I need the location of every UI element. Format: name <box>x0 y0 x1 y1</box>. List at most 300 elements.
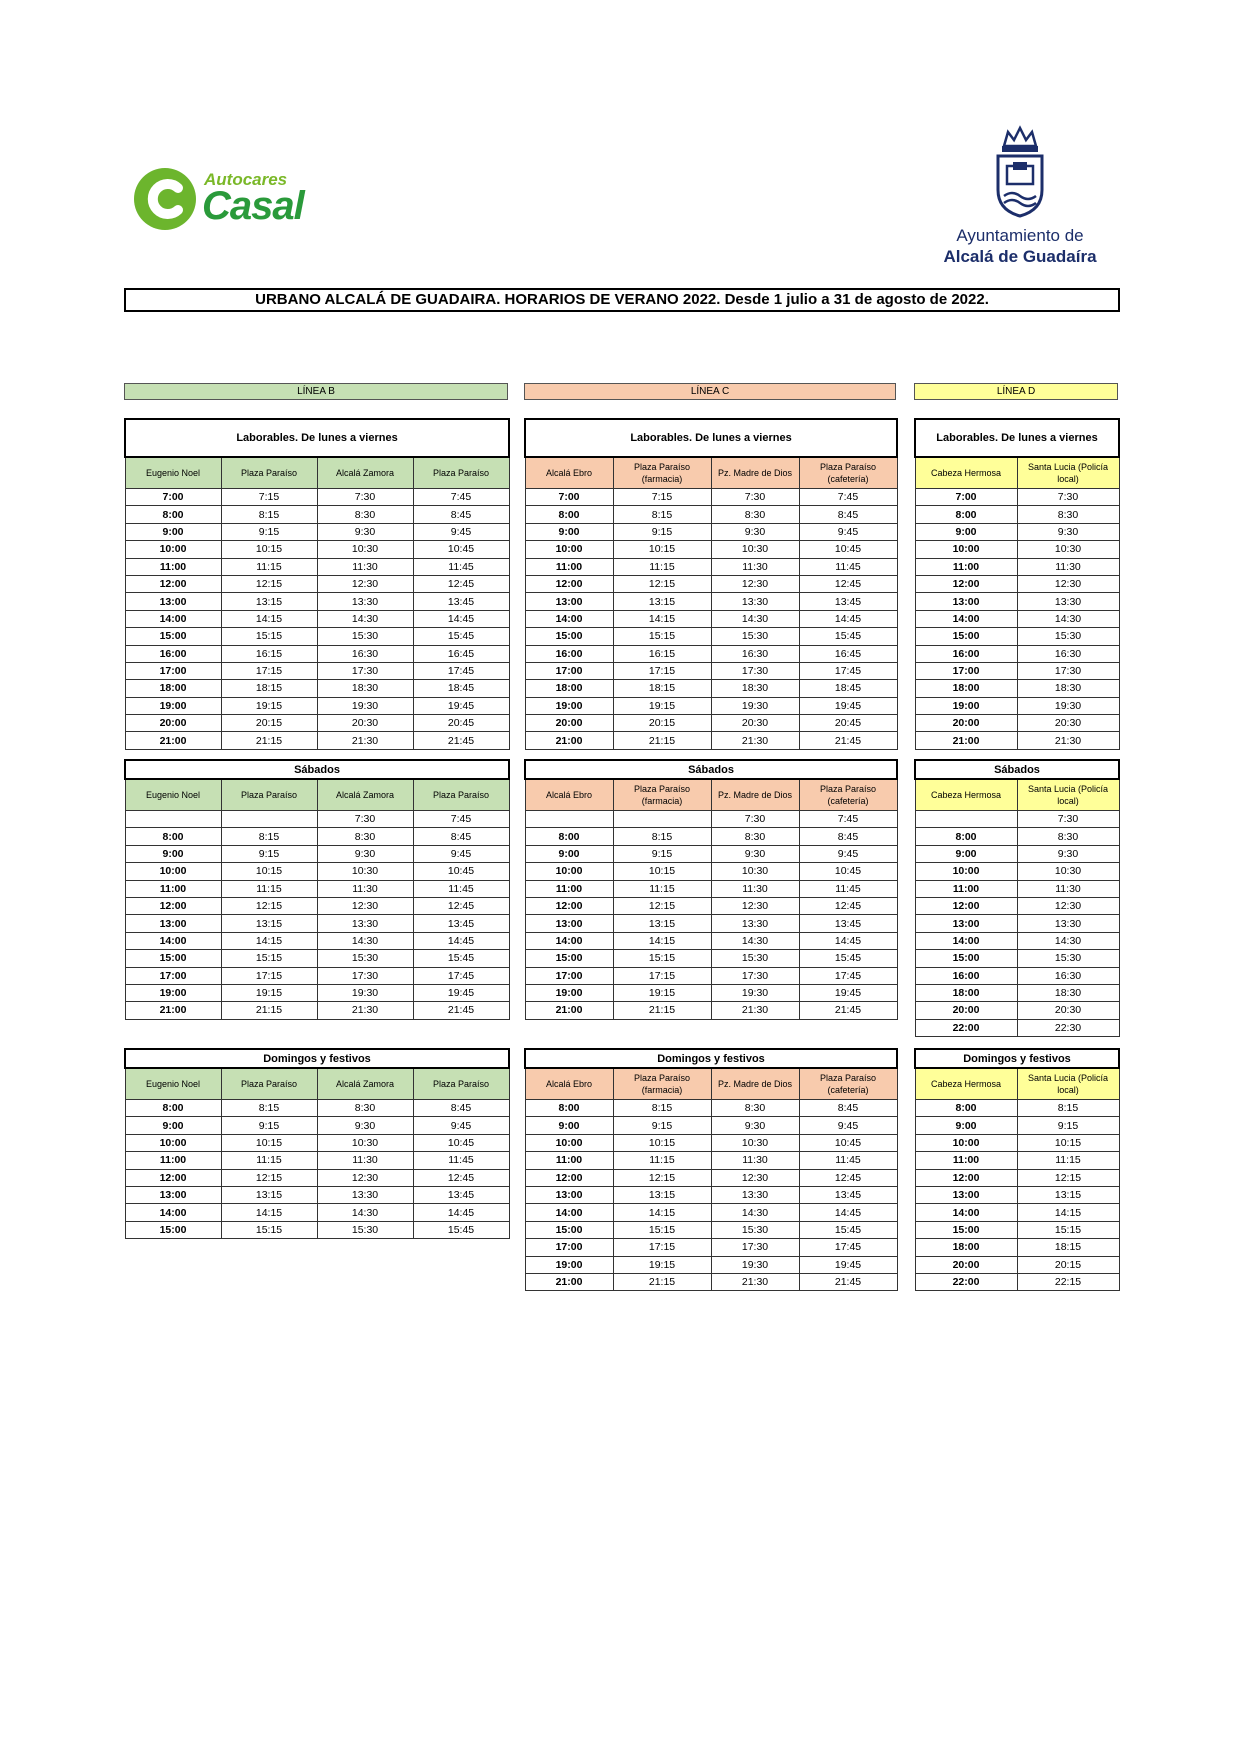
stop-header: Plaza Paraíso <box>413 1068 509 1100</box>
time-cell: 14:30 <box>317 1204 413 1221</box>
time-cell <box>125 811 221 828</box>
time-cell: 21:30 <box>317 1002 413 1019</box>
linea-c-header: LÍNEA C <box>524 383 896 400</box>
time-cell: 19:30 <box>317 984 413 1001</box>
time-cell: 19:00 <box>525 984 613 1001</box>
time-cell: 19:00 <box>125 984 221 1001</box>
time-cell: 13:30 <box>317 915 413 932</box>
time-cell: 10:30 <box>317 541 413 558</box>
time-cell: 10:00 <box>525 863 613 880</box>
time-cell: 13:15 <box>221 593 317 610</box>
time-cell: 8:45 <box>413 506 509 523</box>
time-cell: 15:30 <box>1017 628 1119 645</box>
time-cell: 18:45 <box>799 680 897 697</box>
time-cell: 21:00 <box>525 732 613 749</box>
time-cell: 7:45 <box>413 489 509 506</box>
time-cell: 13:30 <box>1017 593 1119 610</box>
time-cell: 15:15 <box>221 950 317 967</box>
linea-c-sundays-table <box>524 1048 898 1291</box>
time-cell: 19:30 <box>1017 697 1119 714</box>
time-cell: 15:45 <box>413 1221 509 1238</box>
time-cell: 17:45 <box>799 1239 897 1256</box>
time-cell: 18:15 <box>221 680 317 697</box>
stop-header: Plaza Paraíso <box>413 779 509 811</box>
table-row <box>525 541 897 558</box>
table-row <box>915 811 1119 828</box>
time-cell: 11:45 <box>799 558 897 575</box>
time-cell: 13:00 <box>915 593 1017 610</box>
time-cell: 20:30 <box>711 715 799 732</box>
time-cell: 14:15 <box>613 932 711 949</box>
time-cell: 9:00 <box>125 845 221 862</box>
section-title: Laborables. De lunes a viernes <box>525 419 897 457</box>
time-cell: 17:15 <box>221 662 317 679</box>
table-row <box>525 1239 897 1256</box>
table-row <box>915 1221 1119 1238</box>
time-cell <box>915 811 1017 828</box>
time-cell: 12:30 <box>1017 897 1119 914</box>
time-cell: 22:00 <box>915 1273 1017 1290</box>
time-cell: 20:15 <box>221 715 317 732</box>
table-row <box>525 950 897 967</box>
casal-c-icon <box>132 166 198 232</box>
time-cell: 17:15 <box>613 967 711 984</box>
time-cell: 12:00 <box>125 897 221 914</box>
table-row <box>915 628 1119 645</box>
time-cell: 19:00 <box>125 697 221 714</box>
time-cell: 11:00 <box>125 880 221 897</box>
time-cell: 20:00 <box>915 1002 1017 1019</box>
linea-d-sundays-table <box>914 1048 1120 1291</box>
time-cell: 11:00 <box>525 880 613 897</box>
time-cell: 20:30 <box>1017 715 1119 732</box>
time-cell: 8:45 <box>413 828 509 845</box>
time-cell: 11:00 <box>525 1152 613 1169</box>
table-row <box>525 915 897 932</box>
time-cell: 8:00 <box>525 506 613 523</box>
time-cell: 11:15 <box>613 558 711 575</box>
time-cell: 7:45 <box>799 489 897 506</box>
table-row <box>525 1221 897 1238</box>
time-cell: 11:00 <box>125 1152 221 1169</box>
table-row <box>125 593 509 610</box>
time-cell: 17:45 <box>413 967 509 984</box>
table-row <box>525 575 897 592</box>
time-cell: 20:00 <box>915 1256 1017 1273</box>
time-cell: 8:30 <box>317 506 413 523</box>
time-cell: 18:15 <box>1017 1239 1119 1256</box>
time-cell: 11:30 <box>1017 558 1119 575</box>
time-cell: 20:30 <box>317 715 413 732</box>
table-row <box>915 489 1119 506</box>
time-cell: 15:30 <box>1017 950 1119 967</box>
time-cell: 18:30 <box>1017 984 1119 1001</box>
time-cell: 20:45 <box>413 715 509 732</box>
table-row <box>525 1117 897 1134</box>
stop-header: Plaza Paraíso (cafetería) <box>799 779 897 811</box>
table-row <box>125 1169 509 1186</box>
table-row <box>525 863 897 880</box>
time-cell: 14:30 <box>711 1204 799 1221</box>
time-cell: 19:45 <box>799 697 897 714</box>
linea-b-header: LÍNEA B <box>124 383 508 400</box>
time-cell: 10:45 <box>799 541 897 558</box>
time-cell: 17:45 <box>799 967 897 984</box>
table-row <box>915 575 1119 592</box>
time-cell: 10:15 <box>613 863 711 880</box>
time-cell: 11:45 <box>799 1152 897 1169</box>
stop-header: Alcalá Ebro <box>525 779 613 811</box>
linea-d-saturdays-table <box>914 759 1120 1037</box>
time-cell: 14:45 <box>413 932 509 949</box>
time-cell: 10:30 <box>317 863 413 880</box>
table-row <box>915 610 1119 627</box>
time-cell: 11:45 <box>413 1152 509 1169</box>
table-row <box>125 680 509 697</box>
table-row <box>525 1152 897 1169</box>
time-cell: 8:30 <box>317 1100 413 1117</box>
table-row <box>915 662 1119 679</box>
time-cell: 10:00 <box>915 863 1017 880</box>
time-cell: 11:30 <box>317 558 413 575</box>
stop-header: Plaza Paraíso (cafetería) <box>799 1068 897 1100</box>
table-row <box>525 1256 897 1273</box>
time-cell: 11:00 <box>915 1152 1017 1169</box>
section-title: Sábados <box>915 760 1119 779</box>
time-cell: 14:45 <box>799 932 897 949</box>
time-cell: 8:00 <box>125 506 221 523</box>
time-cell: 18:30 <box>317 680 413 697</box>
time-cell: 8:30 <box>711 1100 799 1117</box>
time-cell: 12:15 <box>1017 1169 1119 1186</box>
time-cell: 13:15 <box>221 915 317 932</box>
time-cell: 19:30 <box>711 984 799 1001</box>
table-row <box>525 880 897 897</box>
time-cell: 21:15 <box>221 1002 317 1019</box>
time-cell: 19:00 <box>525 697 613 714</box>
table-row <box>125 1117 509 1134</box>
time-cell: 15:00 <box>125 950 221 967</box>
stop-header: Plaza Paraíso (farmacia) <box>613 1068 711 1100</box>
time-cell: 9:30 <box>1017 523 1119 540</box>
section-title: Laborables. De lunes a viernes <box>915 419 1119 457</box>
time-cell: 15:00 <box>125 628 221 645</box>
table-row <box>915 1152 1119 1169</box>
time-cell: 15:30 <box>711 628 799 645</box>
stop-header: Plaza Paraíso <box>413 457 509 489</box>
time-cell: 21:00 <box>125 1002 221 1019</box>
time-cell: 12:15 <box>613 897 711 914</box>
time-cell: 7:00 <box>915 489 1017 506</box>
time-cell: 11:30 <box>711 1152 799 1169</box>
table-row <box>525 662 897 679</box>
time-cell: 13:15 <box>1017 1186 1119 1203</box>
time-cell: 10:00 <box>525 541 613 558</box>
time-cell: 7:00 <box>525 489 613 506</box>
time-cell: 12:00 <box>125 1169 221 1186</box>
time-cell: 9:00 <box>915 845 1017 862</box>
time-cell: 19:15 <box>613 1256 711 1273</box>
time-cell: 9:00 <box>125 1117 221 1134</box>
time-cell: 19:30 <box>711 697 799 714</box>
time-cell: 9:30 <box>317 523 413 540</box>
time-cell: 9:30 <box>711 523 799 540</box>
time-cell: 8:15 <box>221 506 317 523</box>
table-row <box>125 506 509 523</box>
time-cell: 17:00 <box>525 662 613 679</box>
time-cell: 9:15 <box>613 845 711 862</box>
time-cell: 11:15 <box>1017 1152 1119 1169</box>
time-cell: 21:00 <box>525 1002 613 1019</box>
time-cell: 15:30 <box>711 950 799 967</box>
table-row <box>125 575 509 592</box>
time-cell: 15:15 <box>613 1221 711 1238</box>
table-row <box>915 828 1119 845</box>
time-cell: 11:30 <box>1017 880 1119 897</box>
time-cell: 19:45 <box>413 984 509 1001</box>
table-row <box>915 715 1119 732</box>
time-cell: 21:45 <box>413 1002 509 1019</box>
stop-header: Plaza Paraíso <box>221 779 317 811</box>
time-cell: 14:45 <box>799 1204 897 1221</box>
casal-logo-small-text: Autocares <box>204 170 288 189</box>
time-cell: 17:00 <box>915 662 1017 679</box>
time-cell: 19:45 <box>799 984 897 1001</box>
time-cell: 18:45 <box>413 680 509 697</box>
stop-header: Alcalá Ebro <box>525 1068 613 1100</box>
time-cell: 7:00 <box>125 489 221 506</box>
time-cell: 13:45 <box>413 1186 509 1203</box>
table-row <box>915 506 1119 523</box>
table-row <box>525 610 897 627</box>
time-cell: 19:45 <box>799 1256 897 1273</box>
time-cell: 14:45 <box>413 610 509 627</box>
table-row <box>125 863 509 880</box>
stop-header: Plaza Paraíso (farmacia) <box>613 457 711 489</box>
time-cell: 13:30 <box>711 915 799 932</box>
time-cell: 12:15 <box>221 1169 317 1186</box>
table-row <box>525 1100 897 1117</box>
time-cell: 10:00 <box>125 1134 221 1151</box>
time-cell: 14:15 <box>1017 1204 1119 1221</box>
time-cell: 21:00 <box>525 1273 613 1290</box>
table-row <box>525 523 897 540</box>
time-cell: 9:00 <box>125 523 221 540</box>
table-row <box>125 828 509 845</box>
time-cell: 10:45 <box>413 541 509 558</box>
stop-header: Cabeza Hermosa <box>915 457 1017 489</box>
table-row <box>525 732 897 749</box>
time-cell: 8:00 <box>525 1100 613 1117</box>
table-row <box>525 897 897 914</box>
time-cell: 10:15 <box>613 541 711 558</box>
time-cell: 16:00 <box>915 645 1017 662</box>
time-cell: 13:00 <box>125 1186 221 1203</box>
ayuntamiento-logo-line1: Ayuntamiento de <box>956 226 1084 245</box>
time-cell: 17:00 <box>525 967 613 984</box>
table-row <box>125 1204 509 1221</box>
section-title: Sábados <box>125 760 509 779</box>
time-cell: 10:15 <box>613 1134 711 1151</box>
time-cell: 8:45 <box>413 1100 509 1117</box>
time-cell: 10:30 <box>711 1134 799 1151</box>
stop-header: Plaza Paraíso <box>221 1068 317 1100</box>
time-cell: 7:15 <box>613 489 711 506</box>
table-row <box>125 915 509 932</box>
time-cell: 11:30 <box>317 1152 413 1169</box>
time-cell: 8:00 <box>915 1100 1017 1117</box>
time-cell: 8:30 <box>1017 828 1119 845</box>
table-row <box>125 811 509 828</box>
time-cell: 14:30 <box>711 932 799 949</box>
table-row <box>525 1002 897 1019</box>
time-cell: 13:30 <box>711 1186 799 1203</box>
time-cell: 21:30 <box>711 732 799 749</box>
page-title: URBANO ALCALÁ DE GUADAIRA. HORARIOS DE VERANO 2022. Desde 1 julio a 31 de agosto de 2022. <box>124 288 1120 312</box>
time-cell: 15:15 <box>613 950 711 967</box>
time-cell: 14:30 <box>1017 932 1119 949</box>
time-cell: 12:15 <box>613 1169 711 1186</box>
time-cell: 10:30 <box>711 541 799 558</box>
time-cell: 12:30 <box>711 897 799 914</box>
time-cell: 13:30 <box>1017 915 1119 932</box>
table-row <box>915 523 1119 540</box>
table-row <box>525 1134 897 1151</box>
time-cell: 10:00 <box>125 541 221 558</box>
linea-d-header: LÍNEA D <box>914 383 1118 400</box>
table-row <box>125 1186 509 1203</box>
time-cell: 11:15 <box>221 1152 317 1169</box>
time-cell: 12:00 <box>915 1169 1017 1186</box>
time-cell: 17:45 <box>413 662 509 679</box>
table-row <box>915 645 1119 662</box>
table-row <box>125 645 509 662</box>
time-cell: 10:15 <box>221 1134 317 1151</box>
time-cell: 13:00 <box>525 1186 613 1203</box>
time-cell: 14:00 <box>915 610 1017 627</box>
time-cell: 13:15 <box>221 1186 317 1203</box>
stop-header: Santa Lucia (Policía local) <box>1017 457 1119 489</box>
time-cell: 9:45 <box>799 845 897 862</box>
table-row <box>525 967 897 984</box>
time-cell: 15:15 <box>221 1221 317 1238</box>
table-row <box>525 845 897 862</box>
time-cell: 9:00 <box>525 523 613 540</box>
time-cell: 7:45 <box>413 811 509 828</box>
time-cell: 12:30 <box>317 897 413 914</box>
time-cell: 9:00 <box>915 1117 1017 1134</box>
time-cell: 10:45 <box>413 863 509 880</box>
time-cell: 14:00 <box>125 932 221 949</box>
time-cell: 15:15 <box>1017 1221 1119 1238</box>
time-cell: 8:15 <box>221 1100 317 1117</box>
table-row <box>125 932 509 949</box>
time-cell <box>221 811 317 828</box>
stop-header: Alcalá Zamora <box>317 1068 413 1100</box>
time-cell: 10:30 <box>711 863 799 880</box>
casal-logo-main-text: Casal <box>202 184 304 228</box>
linea-c-saturdays-table <box>524 759 898 1020</box>
stop-header: Eugenio Noel <box>125 779 221 811</box>
time-cell: 7:30 <box>317 811 413 828</box>
table-row <box>915 541 1119 558</box>
time-cell: 20:45 <box>799 715 897 732</box>
time-cell: 15:45 <box>799 628 897 645</box>
time-cell: 8:15 <box>1017 1100 1119 1117</box>
time-cell: 12:15 <box>221 897 317 914</box>
time-cell: 8:30 <box>1017 506 1119 523</box>
time-cell: 18:00 <box>915 1239 1017 1256</box>
time-cell: 12:30 <box>711 1169 799 1186</box>
time-cell: 21:30 <box>317 732 413 749</box>
time-cell: 21:45 <box>413 732 509 749</box>
time-cell <box>525 811 613 828</box>
linea-d-weekdays-table <box>914 418 1120 750</box>
table-row <box>125 715 509 732</box>
table-row <box>125 1134 509 1151</box>
table-row <box>915 1019 1119 1036</box>
time-cell: 8:15 <box>613 506 711 523</box>
time-cell: 18:30 <box>711 680 799 697</box>
time-cell: 21:15 <box>613 1273 711 1290</box>
time-cell: 14:00 <box>915 1204 1017 1221</box>
table-row <box>125 523 509 540</box>
table-row <box>525 628 897 645</box>
linea-c-weekdays-table <box>524 418 898 750</box>
table-row <box>125 697 509 714</box>
time-cell: 8:00 <box>125 1100 221 1117</box>
table-row <box>525 593 897 610</box>
time-cell: 18:30 <box>1017 680 1119 697</box>
time-cell: 13:45 <box>413 593 509 610</box>
time-cell: 15:00 <box>525 950 613 967</box>
stop-header: Plaza Paraíso (farmacia) <box>613 779 711 811</box>
time-cell: 12:15 <box>613 575 711 592</box>
time-cell: 16:15 <box>613 645 711 662</box>
table-row <box>915 1169 1119 1186</box>
table-row <box>915 1100 1119 1117</box>
time-cell: 13:00 <box>125 593 221 610</box>
table-row <box>915 1256 1119 1273</box>
time-cell: 8:15 <box>613 828 711 845</box>
time-cell: 15:45 <box>413 628 509 645</box>
stop-header: Eugenio Noel <box>125 457 221 489</box>
time-cell: 15:15 <box>221 628 317 645</box>
time-cell: 12:00 <box>915 897 1017 914</box>
table-row <box>125 489 509 506</box>
time-cell: 21:30 <box>1017 732 1119 749</box>
time-cell: 8:45 <box>799 828 897 845</box>
time-cell: 22:15 <box>1017 1273 1119 1290</box>
time-cell: 14:00 <box>525 610 613 627</box>
ayuntamiento-logo <box>920 124 1120 274</box>
time-cell: 9:00 <box>915 523 1017 540</box>
time-cell: 12:45 <box>799 1169 897 1186</box>
time-cell: 18:15 <box>613 680 711 697</box>
time-cell: 8:30 <box>317 828 413 845</box>
time-cell: 22:30 <box>1017 1019 1119 1036</box>
time-cell: 9:30 <box>317 1117 413 1134</box>
time-cell: 13:00 <box>525 915 613 932</box>
section-title: Domingos y festivos <box>525 1049 897 1068</box>
time-cell: 13:45 <box>413 915 509 932</box>
time-cell: 14:00 <box>915 932 1017 949</box>
time-cell: 9:30 <box>1017 845 1119 862</box>
time-cell: 11:45 <box>413 558 509 575</box>
table-row <box>915 897 1119 914</box>
stop-header: Cabeza Hermosa <box>915 779 1017 811</box>
time-cell: 13:00 <box>125 915 221 932</box>
